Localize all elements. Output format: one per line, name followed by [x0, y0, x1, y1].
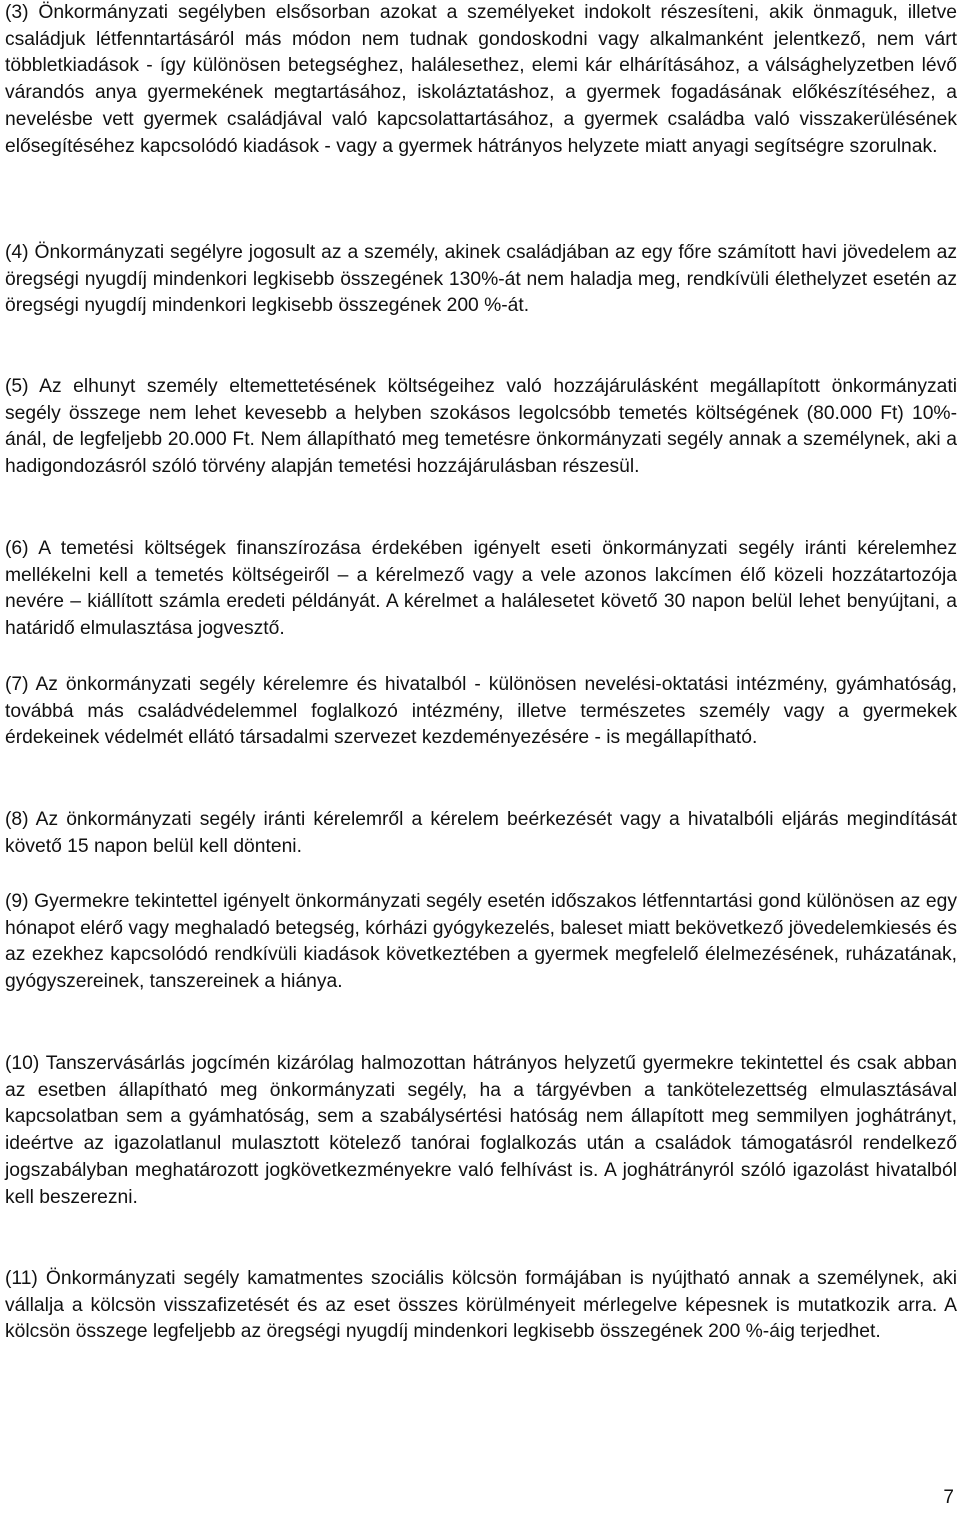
- paragraph-3: (3) Önkormányzati segélyben elsősorban azokat a személyeket indokolt részesíteni, akik önmaguk, illetve családjuk létfenntartásáról más módon nem tudnak gondoskodni vagy alkalmanként jelentkező, nem várt többletkiadások - így különösen betegséghez, halálesethez, elemi kár elhárításához, a válsághelyzetben lévő várandós anya gyermekének megtartásához, iskoláztatáshoz, a gyermek fogadásának előkészítéséhez, a nevelésbe vett gyermek családjával való kapcsolattartásához, a gyermek családba való visszakerülésének elősegítéséhez kapcsolódó kiadások - vagy a gyermek hátrányos helyzete miatt anyagi segítségre szorulnak.: [5, 2, 957, 157]
- paragraph-6: (6) A temetési költségek finanszírozása érdekében igényelt eseti önkormányzati segély iránti kérelemhez mellékelni kell a temetés költségeiről – a kérelmező vagy a vele azonos lakcímen élő közeli hozzátartozója nevére – kiállított számla eredeti példányát. A kérelmet a halálesetet követő 30 napon belül lehet benyújtani, a határidő elmulasztása jogvesztő.: [5, 538, 957, 640]
- paragraph-5: (5) Az elhunyt személy eltemettetésének költségeihez való hozzájárulásként megállapított önkormányzati segély összege nem lehet kevesebb a helyben szokásos legolcsóbb temetés költségének (80.000 Ft) 10%-ánál, de legfeljebb 20.000 Ft. Nem állapítható meg temetésre önkormányzati segély annak a személynek, aki a hadigondozásról szóló törvény alapján temetési hozzájárulásban részesül.: [5, 376, 957, 478]
- paragraph-4: (4) Önkormányzati segélyre jogosult az a személy, akinek családjában az egy főre számított havi jövedelem az öregségi nyugdíj mindenkori legkisebb összegének 130%-át nem haladja meg, rendkívüli élethelyzet esetén az öregségi nyugdíj mindenkori legkisebb összegének 200 %-át.: [5, 242, 957, 317]
- page-number: 7: [943, 1487, 954, 1508]
- paragraph-7: (7) Az önkormányzati segély kérelemre és hivatalból - különösen nevelési-oktatási intézmény, gyámhatóság, továbbá más családvédelemmel foglalkozó intézmény, illetve természetes személy vagy a gyermekek érdekeinek védelmét ellátó társadalmi szervezet kezdeményezésére - is megállapítható.: [5, 674, 957, 749]
- paragraph-11: (11) Önkormányzati segély kamatmentes szociális kölcsön formájában is nyújtható annak a személynek, aki vállalja a kölcsön visszafizetését és az eset összes körülményeit mérlegelve képesnek is mutatkozik arra. A kölcsön összege legfeljebb az öregségi nyugdíj mindenkori legkisebb összegének 200 %-áig terjedhet.: [5, 1268, 957, 1343]
- paragraph-9: (9) Gyermekre tekintettel igényelt önkormányzati segély esetén időszakos létfenntartási gond különösen az egy hónapot elérő vagy meghaladó betegség, kórházi gyógykezelés, baleset miatt bekövetkező jövedelemkiesés és az ezekhez kapcsolódó rendkívüli kiadások következtében a gyermek megfelelő élelmezésének, ruházatának, gyógyszereinek, tanszereinek a hiánya.: [5, 891, 957, 993]
- paragraph-10: (10) Tanszervásárlás jogcímén kizárólag halmozottan hátrányos helyzetű gyermekre tekintettel és csak abban az esetben állapítható meg önkormányzati segély, ha a tárgyévben a tankötelezettség elmulasztásával kapcsolatban sem a gyámhatóság, sem a szabálysértési hatóság nem állapított meg semmilyen joghátrányt, ideértve az igazolatlanul mulasztott kötelező tanórai foglalkozás után a családok támogatásról rendelkező jogszabályban meghatározott jogkövetkezményekre való felhívást is. A joghátrányról szóló igazolást hivatalból kell beszerezni.: [5, 1053, 957, 1208]
- paragraph-8: (8) Az önkormányzati segély iránti kérelemről a kérelem beérkezését vagy a hivatalbóli eljárás megindítását követő 15 napon belül kell dönteni.: [5, 809, 957, 857]
